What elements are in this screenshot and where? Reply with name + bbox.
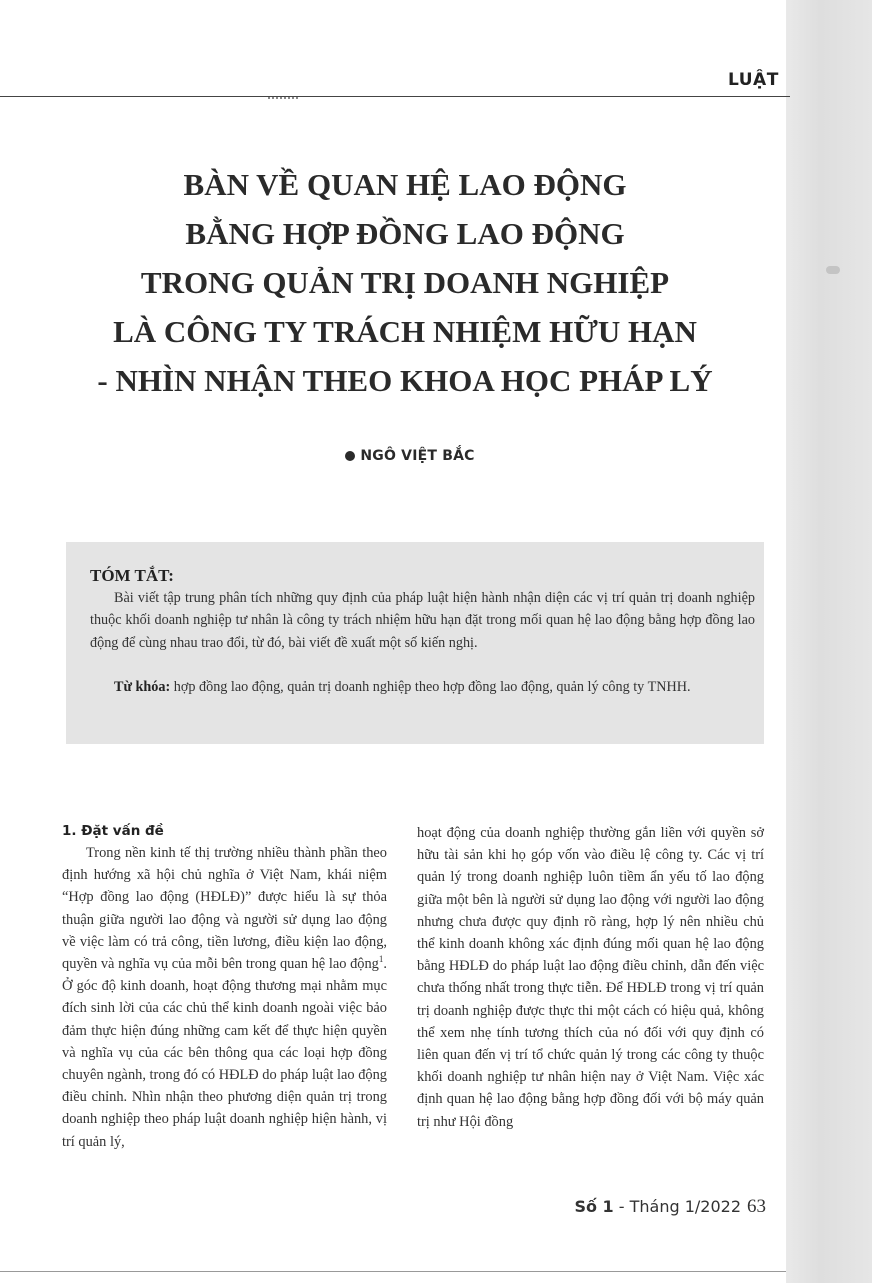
bottom-rule bbox=[0, 1271, 786, 1272]
footer-separator: - bbox=[613, 1197, 630, 1216]
title-line: TRONG QUẢN TRỊ DOANH NGHIỆP bbox=[140, 265, 670, 300]
paragraph-text: . Ở góc độ kinh doanh, hoạt động thương mại nhằm mục đích sinh lời của các chủ thể kinh doanh ngoài việc bảo đảm thực hiện đúng những cam kết để thực hiện quyền và nghĩa vụ của các bên thông qua các loại hợp đồng chuyên ngành, trong đó có HĐLĐ do pháp luật lao động điều chỉnh. Nhìn nhận theo phương diện quản trị trong doanh nghiệp theo pháp luật doanh nghiệp hiện hành, vị trí quản lý, bbox=[62, 956, 387, 1150]
title-line: LÀ CÔNG TY TRÁCH NHIỆM HỮU HẠN bbox=[113, 314, 697, 349]
section-heading: 1. Đặt vấn đề bbox=[62, 823, 164, 839]
header-tick bbox=[268, 97, 298, 99]
scan-edge-shadow bbox=[786, 0, 872, 1283]
author-name: NGÔ VIỆT BẮC bbox=[360, 448, 475, 464]
keywords-text: hợp đồng lao động, quản trị doanh nghiệp theo hợp đồng lao động, quản lý công ty TNHH. bbox=[170, 679, 691, 695]
body-column-left bbox=[62, 820, 387, 1153]
issue-month: Tháng 1/2022 bbox=[629, 1197, 741, 1216]
title-line: BÀN VỀ QUAN HỆ LAO ĐỘNG bbox=[183, 167, 627, 202]
body-paragraph: hoạt động của doanh nghiệp thường gắn liền với quyền sở hữu tài sản khi họ góp vốn vào điều lệ công ty. Các vị trí quản lý trong doanh nghiệp luôn tiềm ẩn yếu tố lao động giữa một bên là người sử dụng lao động với người lao động nhưng chưa được quy định rõ ràng, hợp lý nên nhiều chủ thể kinh doanh không xác định đúng mối quan hệ lao động bằng HĐLĐ do pháp luật lao động điều chỉnh, dẫn đến việc chưa thống nhất trong thực tiễn. Để HĐLĐ trong vị trí quản trị doanh nghiệp được thực thi một cách có hiệu quả, không thể xem nhẹ tính tương thích của nó đối với quy định có liên quan đến vị trí tổ chức quản lý trong các công ty thuộc khối doanh nghiệp tư nhân hiện nay ở Việt Nam. Việc xác định quan hệ lao động bằng hợp đồng đối với bộ máy quản trị như Hội đồng bbox=[417, 825, 764, 1130]
issue-number: Số 1 bbox=[574, 1197, 614, 1216]
scan-speck bbox=[826, 266, 840, 274]
bullet-dot-icon bbox=[345, 451, 355, 461]
page-number: 63 bbox=[747, 1196, 766, 1217]
page-footer bbox=[540, 1196, 766, 1218]
author-byline bbox=[280, 448, 540, 464]
header-rule bbox=[0, 96, 790, 97]
abstract-text: Bài viết tập trung phân tích những quy định của pháp luật hiện hành nhận diện các vị trí quản trị doanh nghiệp thuộc khối doanh nghiệp tư nhân là công ty trách nhiệm hữu hạn đặt trong mối quan hệ lao động bằng hợp đồng lao động để cùng nhau trao đổi, từ đó, bài viết đề xuất một số kiến nghị. bbox=[90, 590, 755, 651]
keywords-label: Từ khóa: bbox=[114, 679, 171, 695]
abstract-heading: TÓM TẮT: bbox=[90, 566, 174, 585]
body-column-right bbox=[417, 822, 764, 1133]
section-label: LUẬT bbox=[728, 70, 779, 90]
keywords bbox=[90, 676, 755, 698]
body-paragraph bbox=[62, 842, 387, 1153]
title-line: BẰNG HỢP ĐỒNG LAO ĐỘNG bbox=[185, 216, 625, 251]
footnote-mark: 1 bbox=[378, 954, 384, 965]
article-title bbox=[60, 160, 750, 405]
title-line: - NHÌN NHẬN THEO KHOA HỌC PHÁP LÝ bbox=[97, 363, 713, 398]
paragraph-text: Trong nền kinh tế thị trường nhiều thành phần theo định hướng xã hội chủ nghĩa ở Việt Nam, khái niệm “Hợp đồng lao động (HĐLĐ)” được hiểu là sự thỏa thuận giữa người lao động và người sử dụng lao động về việc làm có trả công, tiền lương, điều kiện lao động, quyền và nghĩa vụ của mỗi bên trong quan hệ lao động bbox=[62, 845, 387, 973]
